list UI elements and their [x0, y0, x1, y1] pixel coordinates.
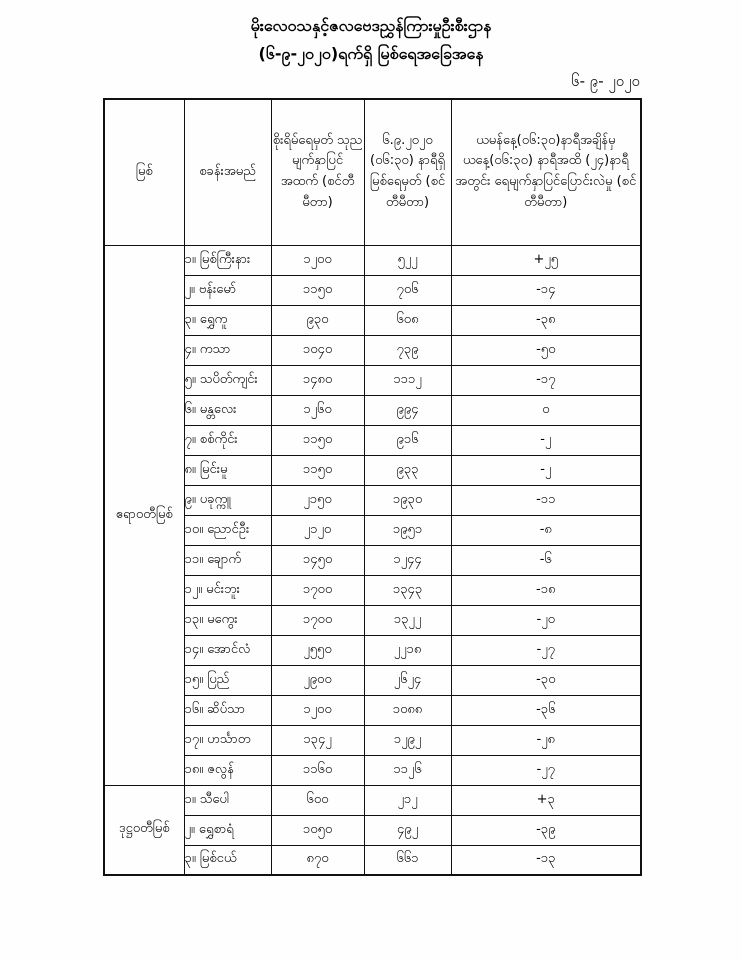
station-name: စစ်ကိုင်း: [199, 431, 238, 447]
station-name: မင်းဘူး: [206, 581, 240, 597]
table-row: [104, 485, 641, 515]
danger-level-value: ၉၃၀: [271, 305, 364, 335]
danger-level-value: ၂၅၅၀: [271, 635, 364, 665]
current-level-value: ၁၃၄၃: [364, 575, 451, 605]
table-row: [104, 665, 641, 695]
station-name: မြစ်ကြီးနား: [199, 251, 251, 267]
table-header: [104, 99, 641, 245]
current-level-value: ၉၃၃: [364, 455, 451, 485]
danger-level-value: ၈၇၀: [271, 845, 364, 875]
col-header-24h-change: ယမန်နေ့(၀၆:၃၀)နာရီအချိန်မှ ယနေ့(၀၆:၃၀) နာရီအထိ (၂၄)နာရီအတွင်း ရေမျက်နှာပြင်ပြောင်းလဲမှု (စင်တီမီတာ): [451, 99, 641, 245]
station-cell: [184, 425, 271, 455]
document-subtitle: (၆-၉-၂၀၂၀)ရက်ရှိ မြစ်ရေအခြေအနေ: [258, 44, 484, 63]
change-24h-value: +၂၅: [451, 245, 641, 275]
station-name: သပိတ်ကျင်း: [199, 371, 258, 387]
danger-level-value: ၂၁၂၀: [271, 515, 364, 545]
danger-level-value: ၁၁၅၀: [271, 455, 364, 485]
current-level-value: ၁၂၄၄: [364, 545, 451, 575]
danger-level-value: ၁၇၀၀: [271, 575, 364, 605]
station-cell: [184, 845, 271, 875]
danger-level-value: ၁၀၄၀: [271, 335, 364, 365]
station-cell: [184, 305, 271, 335]
station-number: ၅။: [184, 371, 196, 387]
station-number: ၃။: [184, 311, 196, 327]
table-row: [104, 545, 641, 575]
river-table-body: [104, 245, 641, 875]
station-name: မြင်းမူ: [199, 461, 228, 477]
table-row: [104, 755, 641, 785]
river-name-cell: ဒုဋ္ဌဝတီမြစ်: [104, 785, 184, 875]
station-cell: [184, 695, 271, 725]
station-number: ၁၇။: [184, 731, 204, 747]
change-24h-value: -၂: [451, 425, 641, 455]
change-24h-value: -၁၃: [451, 845, 641, 875]
change-24h-value: -၈: [451, 515, 641, 545]
station-number: ၁၆။: [184, 701, 204, 717]
station-name: ညောင်ဦး: [207, 521, 250, 537]
current-level-value: ၁၃၂၂: [364, 605, 451, 635]
change-24h-value: -၃၈: [451, 305, 641, 335]
change-24h-value: -၅၀: [451, 335, 641, 365]
danger-level-value: ၁၃၄၂: [271, 725, 364, 755]
station-name: ရွှေကူ: [199, 311, 228, 327]
current-level-value: ၁၂၉၂: [364, 725, 451, 755]
current-level-value: ၄၉၂: [364, 815, 451, 845]
station-number: ၁၃။: [184, 611, 204, 627]
station-number: ၇။: [184, 431, 196, 447]
danger-level-value: ၁၂၀၀: [271, 695, 364, 725]
table-row: [104, 845, 641, 875]
table-row: [104, 365, 641, 395]
station-cell: [184, 515, 271, 545]
station-cell: [184, 785, 271, 815]
current-level-value: ၉၉၄: [364, 395, 451, 425]
current-level-value: ၅၂၂: [364, 245, 451, 275]
station-cell: [184, 275, 271, 305]
danger-level-value: ၆၀၀: [271, 785, 364, 815]
change-24h-value: -၂၇: [451, 635, 641, 665]
change-24h-value: -၁၁: [451, 485, 641, 515]
document-title: မိုးလေဝသနှင့်ဇလဗေဒညွှန်ကြားမှုဦးစီးဌာန: [250, 16, 492, 35]
station-name: မြစ်ငယ်: [199, 851, 237, 867]
station-number: ၁၀။: [184, 521, 204, 537]
change-24h-value: -၂၇: [451, 755, 641, 785]
station-name: ချောက်: [207, 551, 242, 567]
change-24h-value: -၁၄: [451, 275, 641, 305]
station-number: ၆။: [184, 401, 196, 417]
col-header-river: မြစ်: [104, 99, 184, 245]
table-row: [104, 605, 641, 635]
change-24h-value: -၁၇: [451, 365, 641, 395]
col-header-station: စခန်းအမည်: [184, 99, 271, 245]
station-number: ၃။: [184, 851, 196, 867]
table-row: [104, 455, 641, 485]
station-number: ၄။: [184, 341, 196, 357]
station-number: ၁။: [184, 791, 196, 807]
station-number: ၈။: [184, 461, 196, 477]
station-cell: [184, 245, 271, 275]
station-name: မန္တလေး: [199, 401, 237, 417]
danger-level-value: ၁၂၀၀: [271, 245, 364, 275]
danger-level-value: ၂၁၅၀: [271, 485, 364, 515]
station-name: ဟင်္သာတ: [207, 731, 251, 747]
station-cell: [184, 815, 271, 845]
table-row: [104, 305, 641, 335]
station-name: ပခုက္ကူ: [199, 491, 231, 507]
station-number: ၂။: [184, 281, 195, 297]
danger-level-value: ၁၇၀၀: [271, 605, 364, 635]
current-level-value: ၁၁၂၆: [364, 755, 451, 785]
station-name: ပြည်: [207, 671, 230, 687]
station-name: ဗန်းမော်: [198, 281, 237, 297]
col-header-danger-level: စိုးရိမ်ရေမှတ် သုည မျက်နှာပြင် အထက် (စင်တီမီတာ): [271, 99, 364, 245]
change-24h-value: -၂၈: [451, 725, 641, 755]
station-number: ၉။: [184, 491, 196, 507]
table-row: [104, 635, 641, 665]
danger-level-value: ၁၄၅၀: [271, 545, 364, 575]
table-row: [104, 575, 641, 605]
current-level-value: ၂၂၁၈: [364, 635, 451, 665]
station-number: ၁၅။: [184, 671, 204, 687]
current-level-value: ၁၉၅၁: [364, 515, 451, 545]
river-level-table: [103, 98, 642, 876]
station-cell: [184, 335, 271, 365]
table-row: [104, 785, 641, 815]
station-cell: [184, 755, 271, 785]
table-row: [104, 425, 641, 455]
station-number: ၁၈။: [184, 761, 204, 777]
station-number: ၁၂။: [184, 581, 203, 597]
current-level-value: ၆၆၁: [364, 845, 451, 875]
station-number: ၂။: [184, 821, 195, 837]
current-level-value: ၇၀၆: [364, 275, 451, 305]
station-name: မကွေး: [207, 611, 238, 627]
table-row: [104, 815, 641, 845]
table-row: [104, 275, 641, 305]
change-24h-value: -၂၀: [451, 605, 641, 635]
danger-level-value: ၂၉၀၀: [271, 665, 364, 695]
current-level-value: ၆၀၈: [364, 305, 451, 335]
report-date: ၆- ၉- ၂၀၂၀: [571, 72, 640, 90]
station-name: အောင်လံ: [207, 641, 251, 657]
change-24h-value: -၆: [451, 545, 641, 575]
current-level-value: ၉၁၆: [364, 425, 451, 455]
table-row: [104, 245, 641, 275]
table-header-row: [104, 99, 641, 245]
station-number: ၁။: [184, 251, 196, 267]
station-cell: [184, 605, 271, 635]
change-24h-value: +၃: [451, 785, 641, 815]
station-cell: [184, 395, 271, 425]
current-level-value: ၂၁၂: [364, 785, 451, 815]
table-row: [104, 395, 641, 425]
station-number: ၁၄။: [184, 641, 204, 657]
station-name: ဆိပ်သာ: [207, 701, 245, 717]
danger-level-value: ၁၄၈၀: [271, 365, 364, 395]
river-name-cell: ဧရာဝတီမြစ်: [104, 245, 184, 785]
current-level-value: ၇၃၉: [364, 335, 451, 365]
danger-level-value: ၁၁၆၀: [271, 755, 364, 785]
danger-level-value: ၁၂၆၀: [271, 395, 364, 425]
table-row: [104, 695, 641, 725]
current-level-value: ၂၆၂၄: [364, 665, 451, 695]
danger-level-value: ၁၁၅၀: [271, 275, 364, 305]
change-24h-value: -၂: [451, 455, 641, 485]
station-cell: [184, 545, 271, 575]
change-24h-value: -၃၀: [451, 665, 641, 695]
station-name: သီပေါ: [199, 791, 230, 807]
station-cell: [184, 635, 271, 665]
station-name: ဇလွန်: [207, 761, 234, 777]
station-name: ရွှေစာရံ: [198, 821, 234, 837]
station-cell: [184, 485, 271, 515]
danger-level-value: ၁၁၅၀: [271, 425, 364, 455]
change-24h-value: -၃၆: [451, 695, 641, 725]
station-number: ၁၁။: [184, 551, 204, 567]
table-row: [104, 515, 641, 545]
table-row: [104, 335, 641, 365]
current-level-value: ၁၉၃၀: [364, 485, 451, 515]
station-cell: [184, 665, 271, 695]
station-cell: [184, 575, 271, 605]
current-level-value: ၁၀၈၈: [364, 695, 451, 725]
change-24h-value: -၁၈: [451, 575, 641, 605]
station-cell: [184, 725, 271, 755]
change-24h-value: -၃၉: [451, 815, 641, 845]
current-level-value: ၁၁၁၂: [364, 365, 451, 395]
document-header: [0, 0, 742, 94]
station-name: ကသာ: [199, 341, 231, 357]
change-24h-value: ၀: [451, 395, 641, 425]
station-cell: [184, 365, 271, 395]
table-row: [104, 725, 641, 755]
col-header-current-level: ၆.၉.၂၀၂၀ (၀၆:၃၀) နာရီရှိ မြစ်ရေမှတ် (စင်တီမီတာ): [364, 99, 451, 245]
station-cell: [184, 455, 271, 485]
danger-level-value: ၁၀၅၀: [271, 815, 364, 845]
